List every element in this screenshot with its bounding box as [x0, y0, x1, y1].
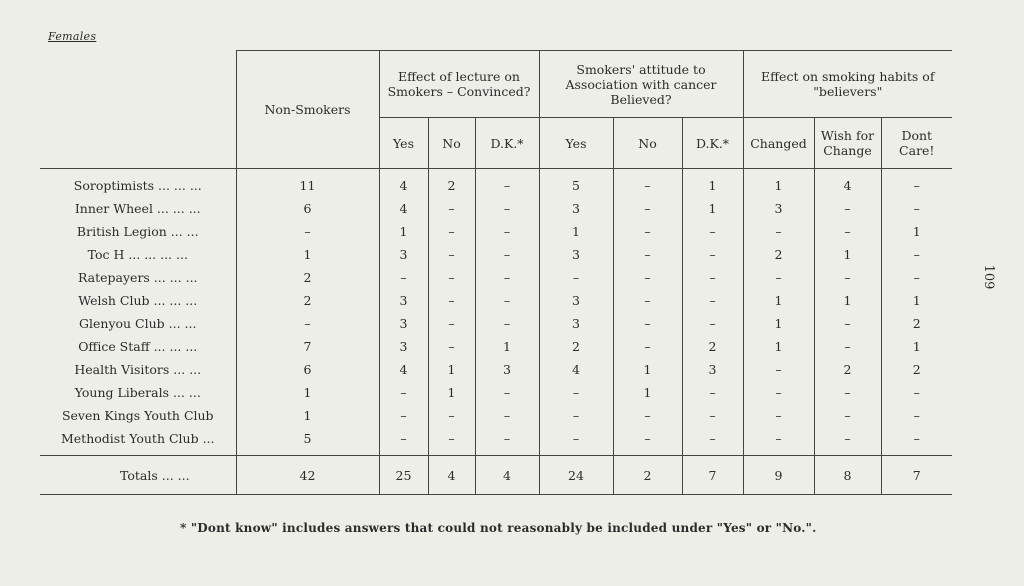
table-cell: – [814, 404, 881, 427]
row-label: Young Liberals ... ... [40, 381, 236, 404]
table-cell: – [379, 427, 428, 456]
totals-cell: 9 [743, 456, 814, 495]
table-cell: 1 [682, 169, 743, 198]
table-cell: – [682, 266, 743, 289]
table-cell: – [428, 427, 475, 456]
table-row [40, 404, 952, 427]
table-cell: – [743, 404, 814, 427]
table-cell: – [682, 312, 743, 335]
row-label: Glenyou Club ... ... [40, 312, 236, 335]
section-title: Females [48, 30, 97, 43]
table-cell: 1 [428, 358, 475, 381]
table-cell: 3 [379, 289, 428, 312]
table-cell: 3 [682, 358, 743, 381]
table-row [40, 427, 952, 456]
table-cell: – [613, 335, 682, 358]
table-cell: 1 [539, 220, 613, 243]
header-sub: Dont Care! [881, 118, 952, 169]
table-cell: – [379, 404, 428, 427]
table-cell: 1 [682, 197, 743, 220]
table-cell: 3 [539, 197, 613, 220]
table-cell: 1 [379, 220, 428, 243]
table-cell: – [428, 335, 475, 358]
table-cell: – [236, 312, 379, 335]
table-cell: 3 [475, 358, 539, 381]
table-cell: 6 [236, 197, 379, 220]
table-row [40, 381, 952, 404]
table-cell: – [428, 404, 475, 427]
table-cell: 4 [814, 169, 881, 198]
table-cell: – [539, 427, 613, 456]
table-cell: 1 [814, 289, 881, 312]
table-cell: – [682, 220, 743, 243]
table-cell: 1 [236, 381, 379, 404]
table-cell: 2 [814, 358, 881, 381]
table-cell: 1 [613, 381, 682, 404]
table-cell: 11 [236, 169, 379, 198]
table-cell: – [475, 197, 539, 220]
table-cell: 1 [475, 335, 539, 358]
header-sub: D.K.* [682, 118, 743, 169]
table-cell: – [475, 266, 539, 289]
table-cell: – [539, 404, 613, 427]
table-cell: 2 [539, 335, 613, 358]
table-cell: – [475, 427, 539, 456]
table-cell: 1 [743, 169, 814, 198]
table-cell: 1 [236, 243, 379, 266]
table-cell: – [613, 220, 682, 243]
row-label: Health Visitors ... ... [40, 358, 236, 381]
table-cell: 1 [743, 289, 814, 312]
table-cell: – [475, 220, 539, 243]
table-cell: – [428, 243, 475, 266]
row-label: Inner Wheel ... ... ... [40, 197, 236, 220]
table-cell: – [428, 312, 475, 335]
table-cell: 3 [379, 243, 428, 266]
table-cell: – [814, 335, 881, 358]
table-cell: – [613, 266, 682, 289]
table-cell: 1 [814, 243, 881, 266]
table-header [40, 51, 952, 169]
table-cell: – [379, 266, 428, 289]
header-sub: Wish for Change [814, 118, 881, 169]
table-cell: 2 [912, 316, 921, 331]
table-cell: 5 [539, 169, 613, 198]
totals-cell: 4 [475, 456, 539, 495]
table-cell: 2 [743, 243, 814, 266]
table-cell: – [682, 243, 743, 266]
table-cell: – [743, 220, 814, 243]
header-sub: No [613, 118, 682, 169]
header-non-smokers: Non-Smokers [236, 51, 379, 169]
row-label: Toc H ... ... ... ... [40, 243, 236, 266]
table-cell: – [475, 381, 539, 404]
table-row [40, 289, 952, 312]
table-cell: – [913, 431, 920, 446]
table-cell: – [613, 169, 682, 198]
totals-label: Totals ... ... [40, 456, 236, 495]
table-cell: – [428, 220, 475, 243]
table-cell: 3 [539, 312, 613, 335]
table-totals [40, 456, 952, 495]
table-cell: – [613, 289, 682, 312]
table-cell: – [613, 404, 682, 427]
table-cell: 4 [539, 358, 613, 381]
table-cell: – [475, 289, 539, 312]
table-cell: – [236, 220, 379, 243]
table-cell: – [682, 381, 743, 404]
table-cell: – [613, 243, 682, 266]
header-sub: Changed [743, 118, 814, 169]
totals-cell: 8 [814, 456, 881, 495]
table-body [40, 169, 952, 456]
totals-cell: 25 [379, 456, 428, 495]
table-cell: – [814, 266, 881, 289]
table-cell: 2 [428, 169, 475, 198]
table-cell: 2 [912, 362, 921, 377]
table-cell: – [814, 197, 881, 220]
table-cell: 1 [912, 339, 921, 354]
table-cell: 1 [613, 358, 682, 381]
table-cell: – [814, 427, 881, 456]
table-cell: – [379, 381, 428, 404]
table-cell: – [613, 197, 682, 220]
table-cell: – [913, 408, 920, 423]
totals-cell: 24 [539, 456, 613, 495]
header-sub: Yes [379, 118, 428, 169]
table-cell: 2 [682, 335, 743, 358]
totals-cell: 4 [428, 456, 475, 495]
table-cell: – [475, 404, 539, 427]
table-cell: 1 [743, 312, 814, 335]
table-cell: – [814, 381, 881, 404]
table-cell: – [613, 312, 682, 335]
table-cell: – [913, 178, 920, 193]
table-cell: 3 [539, 243, 613, 266]
table-cell: 7 [236, 335, 379, 358]
table-row [40, 312, 952, 335]
table-cell: – [428, 266, 475, 289]
table-cell: – [743, 266, 814, 289]
row-label: Office Staff ... ... ... [40, 335, 236, 358]
table-cell: – [743, 427, 814, 456]
table-cell: – [913, 270, 920, 285]
table-cell: 3 [379, 312, 428, 335]
table-row [40, 266, 952, 289]
table-cell: 1 [912, 293, 921, 308]
table-cell: 6 [236, 358, 379, 381]
row-label: Welsh Club ... ... ... [40, 289, 236, 312]
table-row [40, 220, 952, 243]
totals-row [40, 456, 952, 495]
table-cell: – [814, 220, 881, 243]
table-cell: – [475, 169, 539, 198]
table-cell: – [428, 289, 475, 312]
table-cell: 4 [379, 358, 428, 381]
totals-cell: 2 [613, 456, 682, 495]
page-number: 109 [981, 264, 996, 290]
table-cell: – [428, 197, 475, 220]
table-cell: 3 [379, 335, 428, 358]
header-group-lecture: Effect of lecture on Smokers – Convinced? [379, 51, 539, 118]
data-table [40, 50, 952, 495]
totals-cell: 7 [682, 456, 743, 495]
table-cell: 4 [379, 197, 428, 220]
table-cell: – [814, 312, 881, 335]
table-cell: 2 [236, 266, 379, 289]
table-cell: 3 [539, 289, 613, 312]
table-cell: – [913, 201, 920, 216]
row-label: British Legion ... ... [40, 220, 236, 243]
header-group-effect: Effect on smoking habits of "believers" [743, 51, 952, 118]
header-sub: No [428, 118, 475, 169]
table-row [40, 358, 952, 381]
header-blank-cell [40, 51, 236, 169]
table-cell: 3 [743, 197, 814, 220]
table-cell: – [539, 381, 613, 404]
table-cell: – [682, 427, 743, 456]
table-row [40, 243, 952, 266]
table-cell: – [743, 358, 814, 381]
table-row [40, 197, 952, 220]
table-cell: – [913, 385, 920, 400]
row-label: Methodist Youth Club ... [40, 427, 236, 456]
header-sub: D.K.* [475, 118, 539, 169]
table-cell: – [539, 266, 613, 289]
table-cell: 1 [743, 335, 814, 358]
table-cell: – [682, 289, 743, 312]
row-label: Soroptimists ... ... ... [40, 169, 236, 198]
table-row [40, 169, 952, 198]
totals-cell: 7 [881, 456, 952, 495]
table-cell: – [682, 404, 743, 427]
table-cell: – [743, 381, 814, 404]
totals-cell: 42 [236, 456, 379, 495]
table-cell: 1 [912, 224, 921, 239]
table-cell: – [475, 243, 539, 266]
row-label: Ratepayers ... ... ... [40, 266, 236, 289]
table-row [40, 335, 952, 358]
table-cell: – [613, 427, 682, 456]
header-sub: Yes [539, 118, 613, 169]
table-cell: 4 [379, 169, 428, 198]
table-cell: – [913, 247, 920, 262]
footnote: * "Dont know" includes answers that could not reasonably be included under "Yes" or "No.". [180, 521, 817, 535]
table-cell: 2 [236, 289, 379, 312]
table-cell: – [475, 312, 539, 335]
table-cell: 1 [428, 381, 475, 404]
row-label: Seven Kings Youth Club [40, 404, 236, 427]
table-cell: 1 [236, 404, 379, 427]
table-cell: 5 [236, 427, 379, 456]
header-group-attitude: Smokers' attitude to Association with cancer Believed? [539, 51, 743, 118]
